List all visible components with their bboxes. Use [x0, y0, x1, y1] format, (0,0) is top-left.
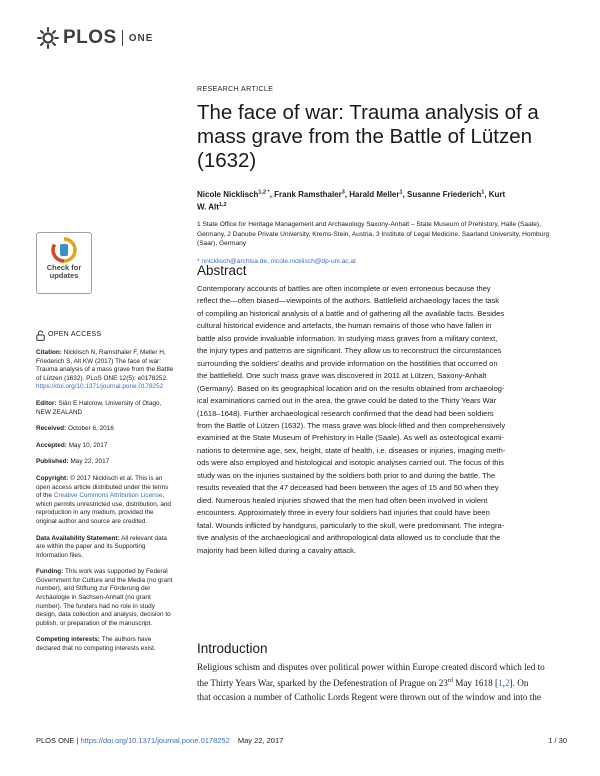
check-updates-icon [50, 236, 78, 264]
author-affiliation-sup: 1,2 [218, 201, 227, 208]
article-info-column [36, 330, 174, 654]
check-for-updates-badge[interactable] [36, 232, 92, 294]
copyright-text-pre: © 2017 Nicklisch et al. This is an open access article distributed under the terms of the [36, 474, 169, 500]
plos-one-logo [36, 26, 153, 50]
intro-line: Religious schism and disputes over political power within Europe created discord which led to [197, 662, 545, 672]
footer-journal: PLOS ONE [36, 736, 75, 745]
abstract-line: fatal. Wounds inflicted by handguns, particularly to the skull, were predominant. The integra- [197, 520, 505, 530]
abstract-line: Contemporary accounts of battles are often incomplete or even erroneous because they [197, 284, 491, 293]
author-name[interactable]: Kurt [488, 189, 506, 199]
funding-text: This work was supported by Federal Government for Culture and the Media (no grant number), and Stiftung zur Förderung der Archäologie in Sachsen-Anhalt (no grant number). The funders had no role in study design, data collection and analysis, decision to publish, or preparation of the manuscript. [36, 568, 173, 627]
funding-block [36, 568, 174, 628]
citation-block [36, 349, 174, 392]
affiliations: 1 State Office for Heritage Management and Archaeology Saxony-Anhalt – State Museum of Prehistory, Halle (Saale), Germany, 2 Danube Private University, Krems-Stein, Austria, 3 Institute of Legal Medicine, Saarland University, Homburg (Saar), Germany [197, 221, 550, 247]
citation-text: Nicklisch N, Ramsthaler F, Meller H, Friederich S, Alt KW (2017) The face of war: Trauma analysis of a mass grave from the Battle of Lützen (1632). PLoS ONE 12(5): e0178252. [36, 349, 174, 382]
author-line-1: Nicole Nicklisch$^{1,2 *}$, Frank Ramsthaler$^3$, Harald Meller$^1$, Susanne Friederich$^1$, Kurt [197, 189, 506, 199]
intro-line: the Thirty Years War, sparked by the Defenestration of Prague on 23rd May 1618 [1,2]. On [197, 678, 529, 689]
abstract-line: surrounding the soldiers' deaths and provide information on the hostilities that occurred on [197, 358, 498, 368]
abstract-line: encounters. Approximately three in every four soldiers had injuries that could have been [197, 508, 490, 518]
article-type: RESEARCH ARTICLE [197, 86, 274, 93]
open-access-badge [36, 330, 174, 341]
corresponding-email[interactable]: * nnicklisch@archlsa.de, nicole.nicklisch@dp-uni.ac.at [197, 257, 356, 265]
copyright-label: Copyright: [36, 474, 69, 482]
logo-journal-text: ONE [128, 32, 154, 44]
abstract-line: from the Battle of Lützen (1632). The mass grave was block-lifted and then comprehensively [197, 420, 506, 430]
page-footer [36, 736, 567, 745]
editor-block [36, 400, 174, 417]
published-block [36, 458, 174, 467]
abstract-line: results revealed that the 47 deceased had been between the ages of 15 and 50 when they [197, 483, 499, 493]
abstract-line: battle also provide invaluable information. In studying mass graves from a military context, [197, 333, 498, 343]
received-label: Received: [36, 425, 67, 433]
author-affiliation-sup: 1 [399, 189, 403, 195]
article-main-column [197, 86, 567, 265]
check-updates-line1: Check for [46, 263, 82, 272]
open-access-label: OPEN ACCESS [48, 331, 102, 339]
abstract-line: ods were also employed and histological and isotopic analyses carried out. The focus of this [197, 458, 504, 468]
abstract-line: (1618–1648). Further archaeological research confirmed that the dead had been soldiers [197, 408, 494, 418]
abstract-line: ical examinations carried out in the area, the grave could be dated to the Thirty Years War [197, 396, 497, 406]
abstract-line: examined at the State Museum of Prehistory in Halle (Saale). As well as osteological exami- [197, 433, 505, 443]
citation-label: Citation: [36, 349, 62, 356]
abstract-line: reflect the—often biased—viewpoints of the authors. Battlefield archaeology faces the task [197, 296, 500, 306]
abstract-body [197, 283, 569, 557]
published-label: Published: [36, 458, 69, 466]
copyright-text-post: , which permits unrestricted use, distribution, and reproduction in any medium, provided the original author and source are credited. [36, 492, 171, 525]
received-block [36, 425, 174, 434]
abstract-line: the injury types and patterns are significant. They allow us to reconstruct the circumstances [197, 346, 502, 356]
data-availability-label: Data Availability Statement: [36, 534, 120, 542]
article-title: The face of war: Trauma analysis of a mass grave from the Battle of Lützen (1632) [197, 101, 539, 172]
author-name[interactable]: Harald Meller [349, 189, 400, 199]
page-number: 1 / 30 [548, 736, 567, 745]
author-list [197, 187, 567, 212]
abstract-line: tive analysis of the archaeological and anthropological data allowed us to conclude that the [197, 533, 501, 543]
author-name[interactable]: Nicole Nicklisch [197, 189, 259, 199]
abstract-line: the battlefield. One such mass grave was discovered in 2011 at Lützen, Saxony-Anhalt [197, 371, 487, 381]
abstract-line: (Germany). Based on its geographical location and on the results obtained from archaeolog- [197, 383, 505, 393]
accepted-block [36, 442, 174, 451]
abstract-line: majority had been killed during a cavalry attack. [197, 545, 356, 555]
abstract-line: cultural historical evidence and artefacts, the human remains of those who have fallen in [197, 321, 492, 331]
published-date: May 22, 2017 [70, 458, 110, 466]
competing-interests-label: Competing interests: [36, 636, 100, 644]
footer-date: May 22, 2017 [237, 736, 284, 745]
introduction-heading: Introduction [197, 641, 268, 656]
footer-doi-link[interactable]: https://doi.org/10.1371/journal.pone.0178252 [80, 736, 230, 745]
data-availability-block [36, 535, 174, 561]
author-name[interactable]: Frank Ramsthaler [274, 189, 342, 199]
introduction-body [197, 660, 577, 704]
author-affiliation-sup: 1 [481, 189, 485, 195]
editor-label: Editor: [36, 399, 57, 407]
author-affiliation-sup: 3 [341, 189, 345, 195]
footer-citation: PLOS ONE | https://doi.org/10.1371/journal.pone.0178252 May 22, 2017 [36, 736, 284, 745]
abstract-line: nations to determine age, sex, height, state of health, i.e. diseases or injuries, imaging meth- [197, 445, 506, 455]
author-affiliation-sup: 1,2 * [258, 189, 270, 195]
reference-link[interactable]: 2 [504, 678, 510, 689]
intro-line: that occasion a number of Catholic Lords Regent were thrown out of the window and into the [197, 692, 541, 703]
logo-plos-text: PLOS [63, 27, 117, 48]
check-updates-line2: updates [49, 271, 79, 280]
accepted-label: Accepted: [36, 441, 67, 449]
reference-link[interactable]: 1 [498, 678, 503, 689]
license-link[interactable]: Creative Commons Attribution License [53, 492, 163, 500]
abstract-line: died. Numerous healed injuries showed that the men had often been involved in violent [197, 495, 488, 505]
citation-doi-link[interactable]: https://doi.org/10.1371/journal.pone.0178252 [36, 383, 164, 391]
funding-label: Funding: [36, 568, 64, 576]
plos-logo-icon [36, 26, 60, 50]
author-name[interactable]: Susanne Friederich [407, 189, 482, 199]
competing-interests-block [36, 636, 174, 653]
logo-separator [122, 30, 123, 46]
abstract-line: of compiling an historical analysis of a battle and of gathering all the available facts. Besides [197, 308, 505, 318]
author-name[interactable]: W. Alt [197, 202, 219, 212]
open-lock-icon [36, 330, 45, 341]
competing-interests-text: The authors have declared that no competing interests exist. [36, 636, 156, 653]
abstract-heading: Abstract [197, 263, 247, 278]
editor-text: Siân E Halcrow, University of Otago, NEW ZEALAND [36, 399, 162, 416]
received-date: October 6, 2016 [67, 425, 114, 433]
accepted-date: May 10, 2017 [68, 441, 108, 449]
data-availability-text: All relevant data are within the paper and its Supporting Information files. [36, 534, 167, 559]
abstract-line: study was on the injuries sustained by the soldiers both prior to and during the battle. The [197, 470, 496, 480]
copyright-block [36, 475, 174, 527]
